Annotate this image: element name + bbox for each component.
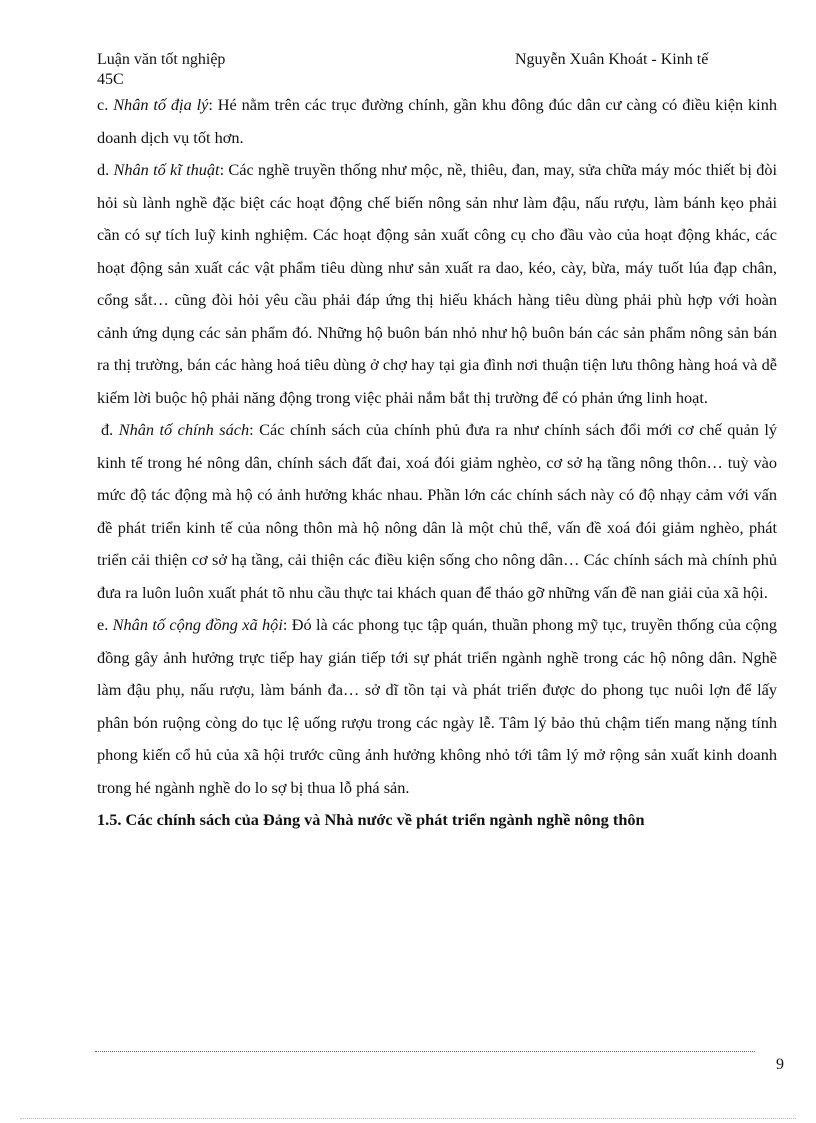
paragraph-technical-factor: d. Nhân tố kĩ thuật: Các nghề truyền thống như mộc, nề, thiêu, đan, may, sửa chữa máy móc thiết bị đòi hỏi sù lành nghề đặc biệt các hoạt động chế biến nông sản như làm đậu, nấu rượu, làm bánh kẹo phải cần có sự tích luỹ kinh nghiệm. Các hoạt động sản xuất công cụ cho đầu vào của hoạt động khác, các hoạt động sản xuất các vật phẩm tiêu dùng như sản xuất ra dao, kéo, cày, bừa, máy tuốt lúa đạp chân, cổng sắt… cũng đòi hỏi yêu cầu phải đáp ứng thị hiếu khách hàng tiêu dùng phải phù hợp với hoàn cảnh ứng dụng các sản phẩm đó. Những hộ buôn bán nhỏ như hộ buôn bán các sản phẩm nông sản bán ra thị trường, bán các hàng hoá tiêu dùng ở chợ hay tại gia đình nơi thuận tiện lưu thông hàng hoá và dễ kiếm lời buộc hộ phải năng động trong việc phải nắm bắt thị trường để có phản ứng linh hoạt.: [97, 160, 777, 407]
page-bottom-border: [20, 1118, 796, 1119]
class-code: 45C: [97, 71, 124, 88]
page-number: 9: [776, 1056, 784, 1073]
factor-name: Nhân tố địa lý: [113, 95, 209, 114]
paragraph-community-factor: e. Nhân tố cộng đồng xã hội: Đó là các phong tục tập quán, thuần phong mỹ tục, truyền thống của cộng đồng gây ảnh hưởng trực tiếp hay gián tiếp tới sự phát triển ngành nghề trong các hộ nông dân. Nghề làm đậu phụ, nấu rượu, làm bánh đa… sở dĩ tồn tại và phát triển được do phong tục nuôi lợn để lấy phân bón ruộng còng do tục lệ uống rượu trong các ngày lễ. Tâm lý bảo thủ chậm tiến mang nặng tính phong kiến cổ hủ của xã hội trước cũng ảnh hưởng không nhỏ tới tâm lý mở rộng sản xuất kinh doanh trong hé ngành nghề do lo sợ bị thua lỗ phá sản.: [97, 615, 777, 797]
factor-name: Nhân tố cộng đồng xã hội: [112, 615, 283, 634]
header-left: [97, 50, 225, 90]
document-body: [97, 89, 777, 837]
author-line: Nguyễn Xuân Khoát - Kinh tế: [515, 51, 709, 68]
paragraph-geographic-factor: c. Nhân tố địa lý: Hé nằm trên các trục đường chính, gần khu đông đúc dân cư càng có điều kiện kinh doanh dịch vụ tốt hơn.: [97, 95, 777, 147]
section-heading: 1.5. Các chính sách của Đảng và Nhà nước về phát triển ngành nghề nông thôn: [97, 810, 645, 829]
paragraph-policy-factor: đ. Nhân tố chính sách: Các chính sách của chính phủ đưa ra như chính sách đổi mới cơ chế quản lý kinh tế trong hé nông dân, chính sách đất đai, xoá đói giảm nghèo, cơ sở hạ tầng nông thôn… tuỳ vào mức độ tác động mà hộ có ảnh hưởng khác nhau. Phần lớn các chính sách này có độ nhạy cảm với vấn đề phát triển kinh tế của nông thôn mà hộ nông dân là một chủ thể, vấn đề xoá đói giảm nghèo, phát triển cải thiện cơ sở hạ tầng, cải thiện các điều kiện sống cho nông dân… Các chính sách mà chính phủ đưa ra luôn luôn xuất phát tõ nhu cầu thực tai khách quan để tháo gỡ những vấn đề nan giải của xã hội.: [97, 420, 777, 602]
factor-name: Nhân tố kĩ thuật: [113, 160, 220, 179]
factor-name: Nhân tố chính sách: [118, 420, 250, 439]
thesis-title: Luận văn tốt nghiệp: [97, 51, 226, 68]
footer-divider: [95, 1051, 755, 1052]
